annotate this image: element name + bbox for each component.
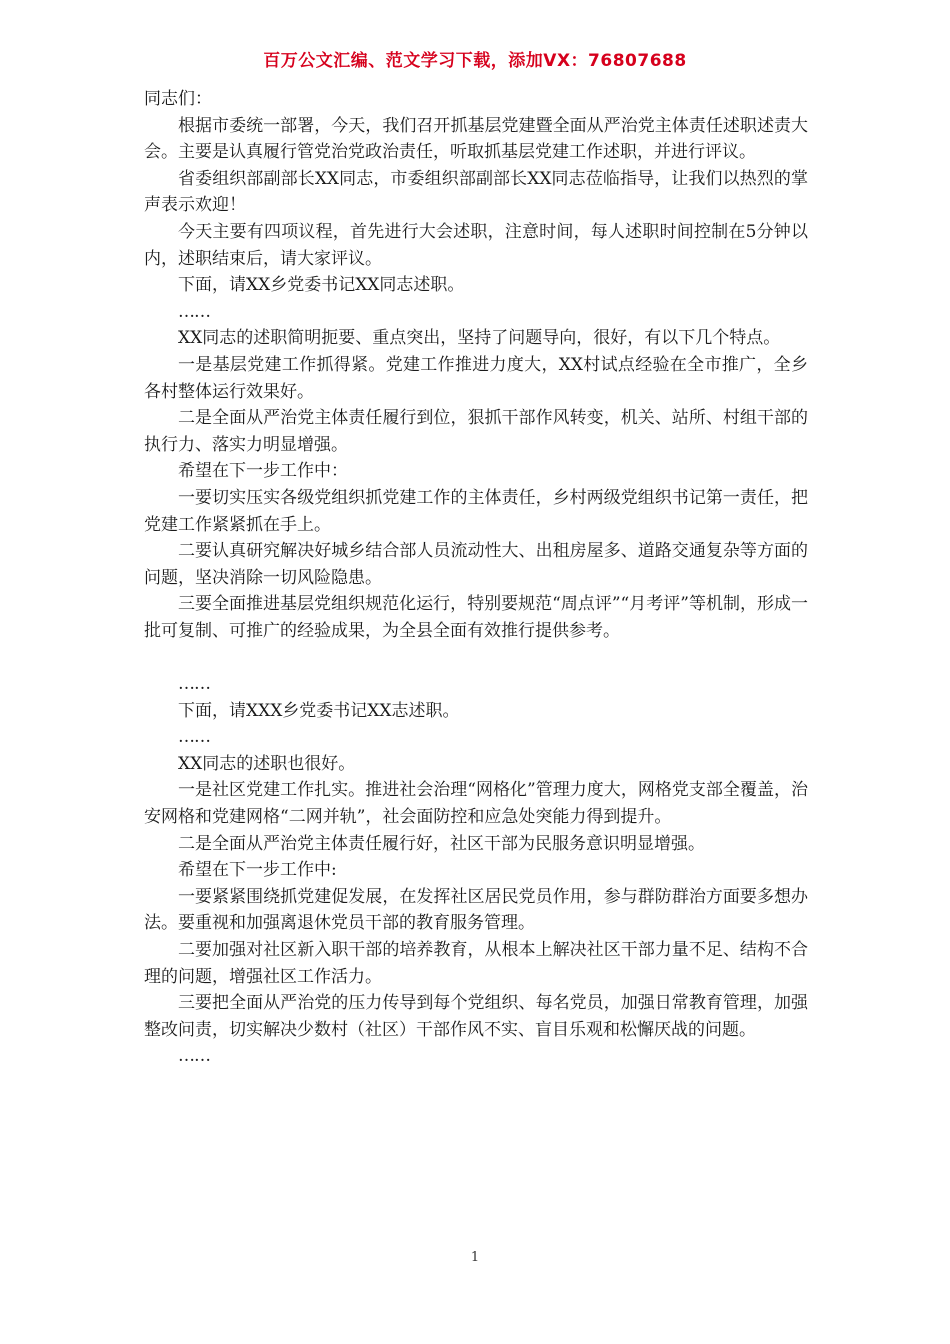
paragraph: 一是基层党建工作抓得紧。党建工作推进力度大，XX村试点经验在全市推广，全乡各村整体运行效果好。 [144,354,808,402]
paragraph: 今天主要有四项议程，首先进行大会述职，注意时间，每人述职时间控制在5分钟以内，述职结束后，请大家评议。 [144,221,808,269]
header-banner: 百万公文汇编、范文学习下载，添加VX：76807688 [263,51,687,71]
paragraph: 希望在下一步工作中: [178,860,337,881]
paragraph: 下面，请XX乡党委书记XX同志述职。 [178,275,465,296]
paragraph: 一要紧紧围绕抓党建促发展，在发挥社区居民党员作用，参与群防群治方面要多想办法。要重视和加强离退休党员干部的教育服务管理。 [144,886,808,934]
paragraph: 二要加强对社区新入职干部的培养教育，从根本上解决社区干部力量不足、结构不合理的问题，增强社区工作活力。 [144,940,808,987]
ellipsis-line: …… [178,674,210,695]
paragraph: 二要认真研究解决好城乡结合部人员流动性大、出租房屋多、道路交通复杂等方面的问题，坚决消除一切风险隐患。 [144,541,808,588]
paragraph: 一要切实压实各级党组织抓党建工作的主体责任，乡村两级党组织书记第一责任，把党建工作紧紧抓在手上。 [144,487,808,535]
paragraph: XX同志的述职也很好。 [178,753,356,774]
greeting: 同志们： [144,89,212,109]
paragraph: 根据市委统一部署，今天，我们召开抓基层党建暨全面从严治党主体责任述职述责大会。主要是认真履行管党治党政治责任，听取抓基层党建工作述职，并进行评议。 [144,115,808,163]
paragraph: XX同志的述职简明扼要、重点突出，坚持了问题导向，很好，有以下几个特点。 [178,328,781,349]
paragraph: 省委组织部副部长XX同志，市委组织部副部长XX同志莅临指导，让我们以热烈的掌声表示欢迎！ [144,168,808,216]
ellipsis-line: …… [178,1046,210,1067]
paragraph: 二是全面从严治党主体责任履行到位，狠抓干部作风转变，机关、站所、村组干部的执行力、落实力明显增强。 [144,408,808,455]
paragraph: 三要全面推进基层党组织规范化运行，特别要规范“周点评”“月考评”等机制，形成一批可复制、可推广的经验成果，为全县全面有效推行提供参考。 [144,594,808,641]
page-number: 1 [470,1250,480,1265]
paragraph: 希望在下一步工作中： [178,461,348,482]
paragraph: 下面，请XXX乡党委书记XX志述职。 [178,700,460,721]
paragraph: 一是社区党建工作扎实。推进社会治理“网格化”管理力度大，网格党支部全覆盖，治安网格和党建网格“二网并轨”，社会面防控和应急处突能力得到提升。 [144,780,808,828]
paragraph: 三要把全面从严治党的压力传导到每个党组织、每名党员，加强日常教育管理，加强整改问责，切实解决少数村（社区）干部作风不实、盲目乐观和松懈厌战的问题。 [144,993,808,1040]
blank-line [144,644,808,671]
document-body [144,86,808,1070]
paragraph: 二是全面从严治党主体责任履行好，社区干部为民服务意识明显增强。 [178,833,705,854]
ellipsis-line: …… [178,727,210,748]
ellipsis-line: …… [178,301,210,322]
